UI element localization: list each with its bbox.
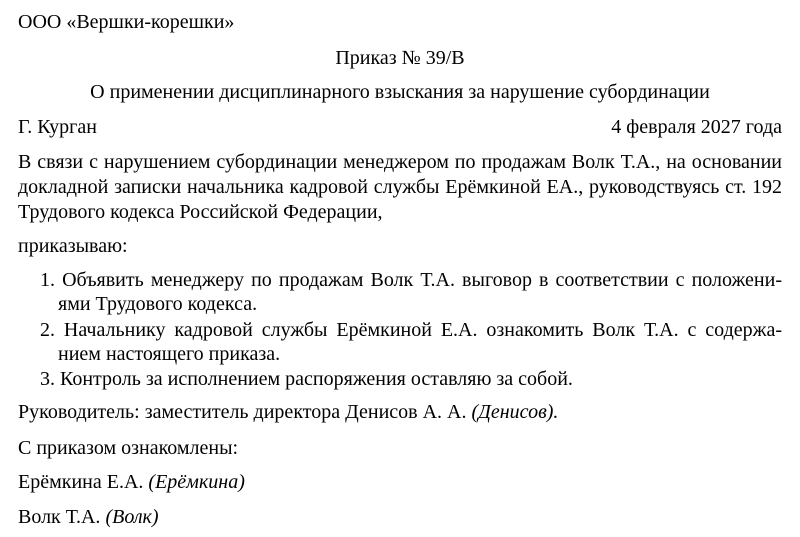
item-number: 2. [40,319,55,341]
head-signature-row [18,400,782,424]
list-item [40,318,782,342]
item-text: Начальнику кадровой службы Ерёмкиной Е.А. ознакомить Волк Т.А. с содержа- [63,319,782,341]
acquainted-signature: (Ерёмкина) [148,471,245,493]
order-word: приказываю: [18,235,128,257]
acquainted-label: С приказом ознакомлены: [18,437,239,459]
item-text: Объявить менеджеру по продажам Волк Т.А. выговор в соответствии с положени- [62,269,783,291]
acquainted-row [18,470,782,494]
acquainted-name: Ерёмкина Е.А. [18,471,144,493]
acquainted-name: Волк Т.А. [18,506,101,528]
place-date-row [18,115,782,139]
acquainted-signature: (Волк) [105,506,159,528]
item-text: Контроль за исполнением распоряжения оставляю за собой. [60,368,573,390]
order-title: Приказ № 39/В [335,47,465,69]
acquainted-row [18,505,782,529]
preamble-line: докладной записки начальника кадровой службы Ерёмкиной ЕА., руководствуясь ст. 192 [18,176,782,198]
list-item [40,367,782,391]
preamble-line: Трудового кодекса Российской Федерации, [18,201,383,223]
city: Г. Курган [18,116,97,138]
item-number: 1. [40,269,55,291]
order-date: 4 февраля 2027 года [611,116,782,138]
item-number: 3. [40,368,55,390]
organization-name: ООО «Вершки-корешки» [18,11,235,33]
item-continuation: нием настоящего приказа. [58,343,281,365]
preamble-line: В связи с нарушением субординации менеджером по продажам Волк Т.А., на основании [18,151,782,173]
list-item [40,268,782,292]
order-subject: О применении дисциплинарного взыскания за нарушение субординации [90,81,710,103]
item-continuation: ями Трудового кодекса. [58,293,258,315]
head-signature-label: Руководитель: заместитель директора Денисов А. А. [18,401,467,423]
head-signature: (Денисов). [471,401,559,423]
